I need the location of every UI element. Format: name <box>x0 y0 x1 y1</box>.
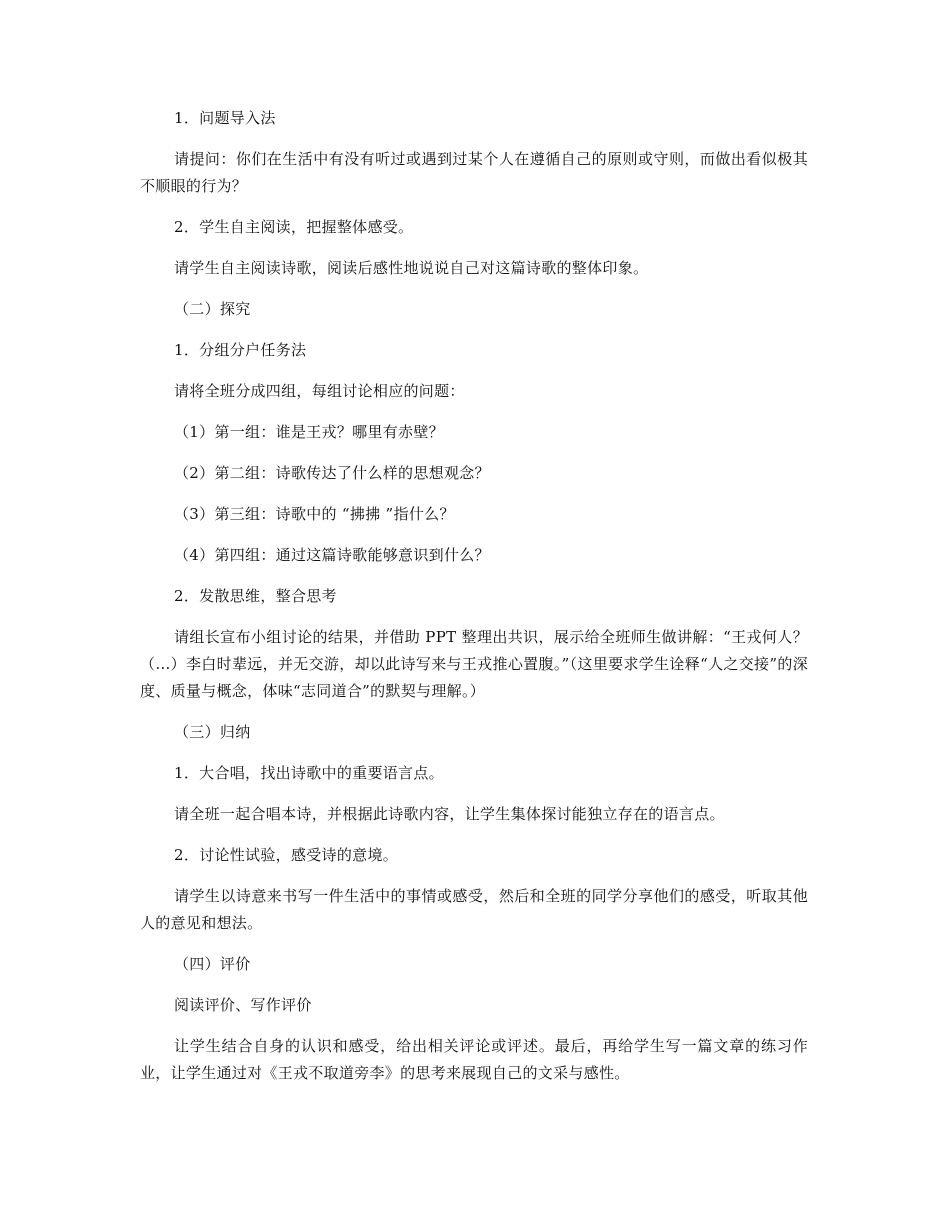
heading-evaluation-types: 阅读评价、写作评价 <box>174 996 312 1014</box>
section-heading-explore: （二）探究 <box>174 300 251 318</box>
heading-question-intro: 1．问题导入法 <box>174 109 276 127</box>
paragraph-group-report: 请组长宣布小组讨论的结果，并借助 PPT 整理出共识，展示给全班师生做讲解：“王戎何人？（…）李白时辈远，并无交游，却以此诗写来与王戎推心置腹。”（这里要求学生诠释“人之交接”的深度、质量与概念，体味“志同道合”的默契与理解。） <box>140 628 808 700</box>
document-body <box>140 105 808 1087</box>
heading-self-reading: 2．学生自主阅读，把握整体感受。 <box>174 218 414 236</box>
paragraph-discussion-experiment: 请学生以诗意来书写一件生活中的事情或感受，然后和全班的同学分享他们的感受，听取其他人的意见和想法。 <box>140 887 808 932</box>
list-item-group-3: （3）第三组：诗歌中的 “拂拂 ”指什么？ <box>174 505 455 523</box>
section-heading-evaluation: （四）评价 <box>174 955 251 973</box>
section-heading-summary: （三）归纳 <box>174 723 251 741</box>
paragraph-group-instructions: 请将全班分成四组，每组讨论相应的问题： <box>174 382 465 400</box>
paragraph-question-prompt: 请提问：你们在生活中有没有听过或遇到过某个人在遵循自己的原则或守则，而做出看似极其不顺眼的行为？ <box>140 150 808 195</box>
heading-group-tasks: 1．分组分户任务法 <box>174 341 307 359</box>
heading-divergent-thinking: 2．发散思维，整合思考 <box>174 587 337 605</box>
paragraph-self-reading: 请学生自主阅读诗歌，阅读后感性地说说自己对这篇诗歌的整体印象。 <box>174 259 649 277</box>
heading-chorus: 1．大合唱，找出诗歌中的重要语言点。 <box>174 764 444 782</box>
heading-discussion-experiment: 2．讨论性试验，感受诗的意境。 <box>174 846 399 864</box>
list-item-group-4: （4）第四组：通过这篇诗歌能够意识到什么？ <box>174 546 490 564</box>
paragraph-evaluation: 让学生结合自身的认识和感受，给出相关评论或评述。最后，再给学生写一篇文章的练习作业，让学生通过对《王戎不取道旁李》的思考来展现自己的文采与感性。 <box>140 1037 808 1082</box>
list-item-group-1: （1）第一组：谁是王戎？哪里有赤壁？ <box>174 423 444 441</box>
paragraph-chorus: 请全班一起合唱本诗，并根据此诗歌内容，让学生集体探讨能独立存在的语言点。 <box>174 805 725 823</box>
list-item-group-2: （2）第二组：诗歌传达了什么样的思想观念？ <box>174 464 490 482</box>
